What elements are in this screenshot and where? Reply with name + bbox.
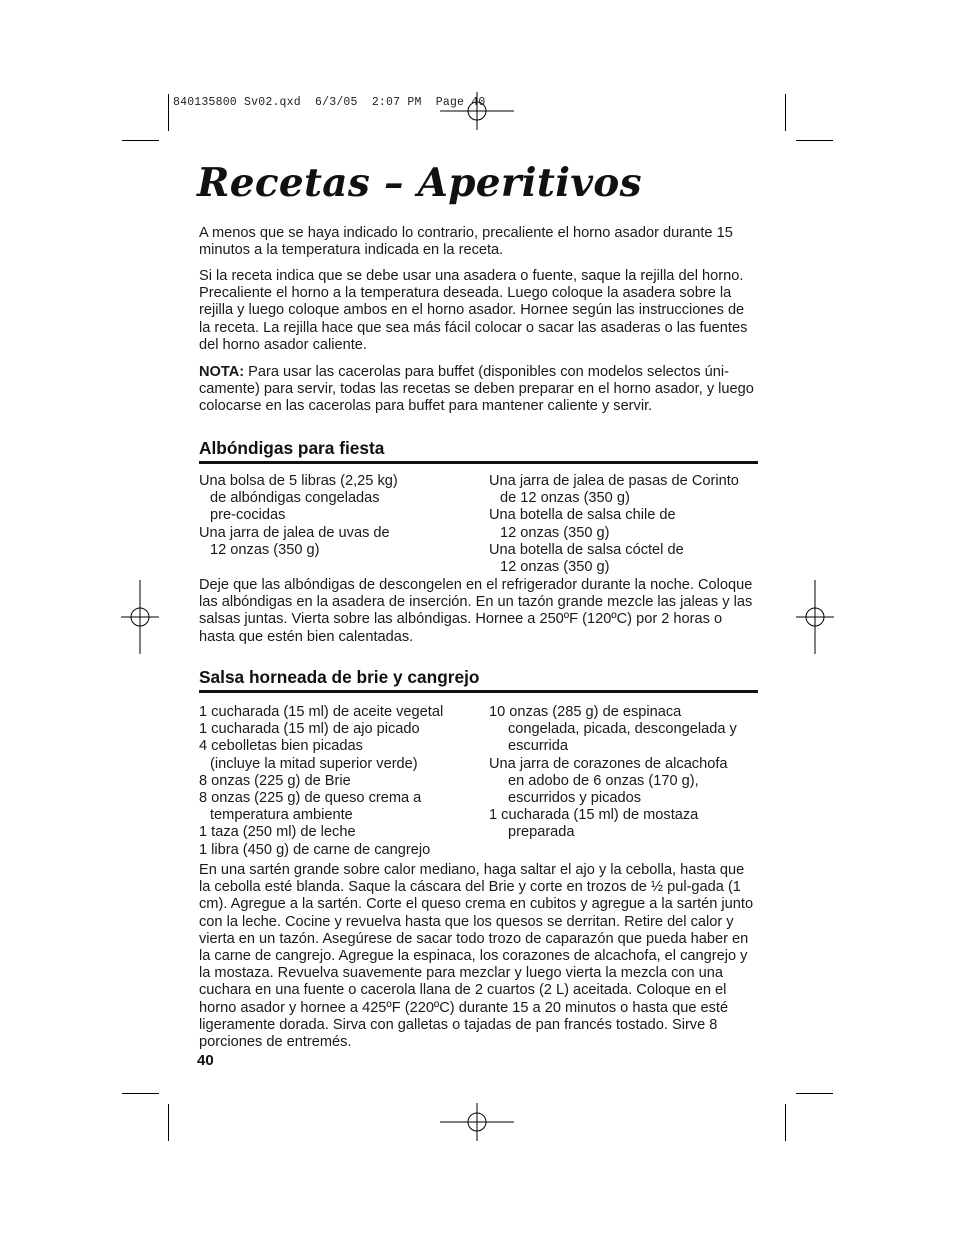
ingredients-right bbox=[489, 473, 769, 576]
ingredient-line: 10 onzas (285 g) de espinaca bbox=[489, 704, 682, 720]
recipe-directions: En una sartén grande sobre calor mediano, haga saltar el ajo y la cebolla, hasta que la cebolla esté blanda. Saque la cáscara del Brie y corte en trozos de ½ pul-gada (1 cm). Agregue a la sartén. Corte el queso crema en cubitos y agregue a la sartén junto con la leche. Cocine y revuelva hasta que los quesos se derritan. Retire del calor y vierta en un tazón. Asegúrese de sacar todo trozo de caparazón que pueda haber en la carne de cangrejo. Agregue la espinaca, los corazones de alcachofa, el cangrejo y la mostaza. Revuelva suavemente para mezclar y luego vierta la mezcla con una cuchara en una fuente o cacerola llana de 2 cuartos (2 L) aceitada. Coloque en el horno asador y hornee a 425ºF (220ºC) durante 15 a 20 minutos o hasta que esté ligeramente dorada. Sirva con galletas o tajadas de pan francés tostado. Sirve 8 porciones de entremés. bbox=[199, 862, 754, 1051]
page-number: 40 bbox=[197, 1052, 214, 1069]
ingredient-line-continued: escurrida bbox=[508, 738, 569, 755]
ingredient-item bbox=[199, 704, 484, 721]
ingredient-line: Una jarra de jalea de uvas de bbox=[199, 524, 390, 541]
ingredient-line-continued: 12 onzas (350 g) bbox=[500, 559, 610, 576]
ingredients-left bbox=[199, 473, 479, 559]
ingredient-item bbox=[199, 738, 484, 772]
ingredient-item bbox=[489, 756, 769, 808]
ingredient-item bbox=[489, 473, 769, 507]
ingredient-line: 8 onzas (225 g) de Brie bbox=[199, 772, 351, 789]
ingredient-line-continued: 12 onzas (350 g) bbox=[210, 541, 320, 558]
recipe-title: Salsa horneada de brie y cangrejo bbox=[199, 667, 758, 693]
crop-mark bbox=[785, 94, 786, 131]
ingredient-line: 1 cucharada (15 ml) de mostaza bbox=[489, 807, 699, 824]
recipe-directions: Deje que las albóndigas de descongelen en el refrigerador durante la noche. Coloque las albóndigas en la asadera de inserción. En un tazón grande mezcle las jaleas y las salsas juntas. Vierta sobre las albóndigas. Hornee a 250ºF (120ºC) por 2 horas o hasta que estén bien calentadas. bbox=[199, 577, 753, 645]
ingredient-line: 1 taza (250 ml) de leche bbox=[199, 824, 356, 841]
note-text: Para usar las cacerolas para buffet (disponibles con modelos selectos úni-camente) para servir, todas las recetas se deben preparar en el horno asador, y luego colocarse en las cacerolas para buffet para mantener caliente y servir. bbox=[199, 364, 754, 415]
ingredient-item bbox=[489, 507, 769, 541]
ingredient-item bbox=[199, 721, 484, 738]
ingredient-line: Una jarra de corazones de alcachofa bbox=[489, 755, 728, 772]
ingredient-line-continued: escurridos y picados bbox=[508, 790, 642, 807]
ingredient-line: 4 cebolletas bien picadas bbox=[199, 738, 363, 755]
ingredient-line-continued: temperatura ambiente bbox=[210, 807, 353, 824]
ingredient-item bbox=[199, 842, 484, 859]
ingredients-right bbox=[489, 704, 769, 842]
ingredient-line-continued: congelada, picada, descongelada y bbox=[508, 721, 737, 738]
ingredient-line: Una bolsa de 5 libras (2,25 kg) bbox=[199, 473, 398, 489]
crop-mark bbox=[796, 140, 833, 141]
ingredients-left bbox=[199, 704, 484, 859]
ingredient-line-continued: 12 onzas (350 g) bbox=[500, 524, 610, 541]
page-title: Recetas – Aperitivos bbox=[197, 160, 642, 206]
ingredient-line: Una botella de salsa cóctel de bbox=[489, 541, 684, 558]
registration-mark-icon bbox=[440, 1103, 514, 1141]
ingredient-item bbox=[489, 807, 769, 841]
ingredient-item bbox=[489, 704, 769, 756]
crop-mark bbox=[785, 1104, 786, 1141]
ingredient-item bbox=[489, 542, 769, 576]
crop-mark bbox=[168, 1104, 169, 1141]
ingredient-line: 1 cucharada (15 ml) de aceite vegetal bbox=[199, 704, 444, 720]
ingredient-item bbox=[199, 473, 479, 525]
ingredient-item bbox=[199, 525, 479, 559]
ingredient-line: 8 onzas (225 g) de queso crema a bbox=[199, 790, 422, 807]
crop-mark bbox=[796, 1093, 833, 1094]
ingredient-line-continued: en adobo de 6 onzas (170 g), bbox=[508, 772, 699, 789]
intro-paragraph: Si la receta indica que se debe usar una asadera o fuente, saque la rejilla del horno. Precaliente el horno a la temperatura deseada. Luego coloque la asadera sobre la rejilla y luego coloque ambos en el horno asador. Hornee según las instrucciones de la receta. La rejilla hace que sea más fácil colocar o sacar las asaderas o las fuentes del horno asador caliente. bbox=[199, 268, 748, 353]
ingredient-line: 1 libra (450 g) de carne de cangrejo bbox=[199, 841, 431, 858]
registration-mark-icon bbox=[796, 580, 834, 654]
note-paragraph bbox=[199, 364, 759, 416]
ingredient-line: 1 cucharada (15 ml) de ajo picado bbox=[199, 721, 420, 738]
note-label: NOTA: bbox=[199, 364, 245, 380]
ingredient-line-continued: preparada bbox=[508, 824, 575, 841]
ingredient-item bbox=[199, 773, 484, 790]
ingredient-item bbox=[199, 790, 484, 824]
ingredient-line-continued: de albóndigas congeladas bbox=[210, 490, 380, 507]
ingredient-line-continued: (incluye la mitad superior verde) bbox=[210, 755, 418, 772]
registration-mark-icon bbox=[121, 580, 159, 654]
crop-mark bbox=[168, 94, 169, 131]
ingredient-line-continued: pre-cocidas bbox=[210, 507, 286, 524]
ingredient-line: Una botella de salsa chile de bbox=[489, 507, 676, 524]
crop-mark bbox=[122, 140, 159, 141]
intro-paragraph: A menos que se haya indicado lo contrario, precaliente el horno asador durante 15 minutos a la temperatura indicada en la receta. bbox=[199, 225, 733, 259]
ingredient-line-continued: de 12 onzas (350 g) bbox=[500, 490, 630, 507]
print-slug: 840135800 Sv02.qxd 6/3/05 2:07 PM Page 40 bbox=[173, 96, 486, 109]
crop-mark bbox=[122, 1093, 159, 1094]
ingredient-item bbox=[199, 824, 484, 841]
recipe-title: Albóndigas para fiesta bbox=[199, 438, 758, 464]
ingredient-line: Una jarra de jalea de pasas de Corinto bbox=[489, 473, 739, 489]
